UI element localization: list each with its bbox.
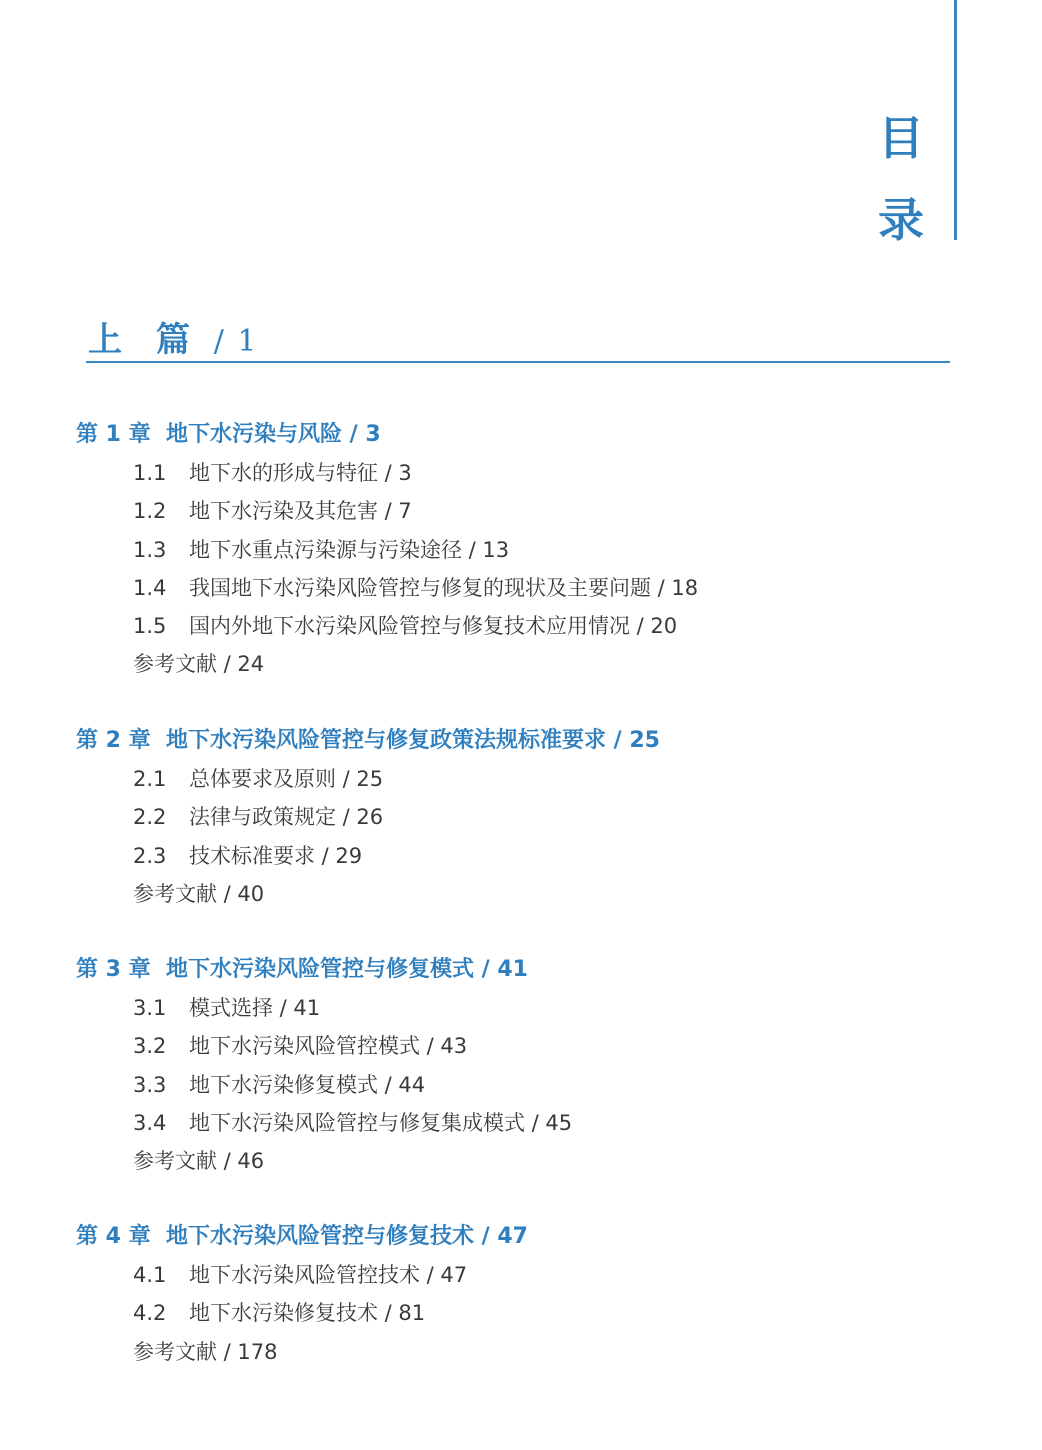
chapter-number: 第 4 章 bbox=[76, 1224, 151, 1249]
section-number: 3.4 bbox=[133, 1110, 167, 1135]
toc-item[interactable] bbox=[133, 841, 362, 871]
toc-item[interactable] bbox=[133, 1260, 467, 1290]
toc-heading-char-1: 目 bbox=[878, 111, 924, 165]
chapter-title: 地下水污染与风险 / 3 bbox=[166, 422, 381, 447]
references-entry[interactable]: 参考文献 / 178 bbox=[133, 1339, 278, 1364]
section-title: 总体要求及原则 / 25 bbox=[189, 767, 384, 792]
section-title: 地下水污染风险管控模式 / 43 bbox=[189, 1034, 468, 1059]
section-number: 3.1 bbox=[133, 996, 167, 1021]
section-number: 1.3 bbox=[133, 537, 167, 562]
part-title-text: 上 篇 bbox=[88, 320, 190, 360]
references-entry[interactable]: 参考文献 / 40 bbox=[133, 881, 265, 906]
toc-item[interactable] bbox=[133, 993, 320, 1023]
toc-item[interactable] bbox=[133, 458, 412, 488]
section-title: 地下水污染修复技术 / 81 bbox=[189, 1301, 426, 1326]
toc-item[interactable] bbox=[133, 764, 383, 794]
toc-item[interactable] bbox=[133, 1070, 425, 1100]
section-title: 法律与政策规定 / 26 bbox=[189, 805, 384, 830]
chapter-number: 第 1 章 bbox=[76, 422, 151, 447]
toc-item[interactable] bbox=[133, 802, 383, 832]
toc-item[interactable] bbox=[133, 496, 412, 526]
section-title: 地下水重点污染源与污染途径 / 13 bbox=[189, 537, 510, 562]
decorative-vertical-line bbox=[954, 0, 957, 240]
part-title bbox=[88, 318, 258, 364]
section-title: 模式选择 / 41 bbox=[189, 996, 321, 1021]
section-number: 1.5 bbox=[133, 614, 167, 638]
toc-item[interactable] bbox=[133, 573, 698, 603]
section-number: 3.3 bbox=[133, 1072, 167, 1097]
chapter-title: 地下水污染风险管控与修复模式 / 41 bbox=[166, 957, 528, 982]
section-number: 1.2 bbox=[133, 499, 167, 524]
toc-item[interactable] bbox=[133, 1108, 572, 1138]
section-number: 2.1 bbox=[133, 767, 167, 792]
chapter-heading[interactable] bbox=[76, 955, 528, 985]
part-page: / 1 bbox=[213, 324, 259, 359]
section-number: 1.1 bbox=[133, 461, 167, 486]
references-entry[interactable]: 参考文献 / 46 bbox=[133, 1149, 265, 1173]
section-number: 2.2 bbox=[133, 805, 167, 830]
chapter-title: 地下水污染风险管控与修复政策法规标准要求 / 25 bbox=[166, 728, 660, 753]
chapter-number: 第 2 章 bbox=[76, 728, 151, 753]
section-title: 国内外地下水污染风险管控与修复技术应用情况 / 20 bbox=[189, 614, 678, 638]
section-title: 技术标准要求 / 29 bbox=[189, 843, 363, 868]
section-title: 地下水的形成与特征 / 3 bbox=[189, 461, 412, 486]
section-number: 3.2 bbox=[133, 1034, 167, 1059]
section-number: 4.2 bbox=[133, 1301, 167, 1326]
section-number: 2.3 bbox=[133, 843, 167, 868]
part-divider bbox=[86, 361, 950, 363]
section-number: 1.4 bbox=[133, 575, 167, 600]
section-title: 地下水污染修复模式 / 44 bbox=[189, 1072, 426, 1097]
toc-item[interactable] bbox=[133, 535, 509, 565]
toc-item[interactable] bbox=[133, 611, 677, 641]
chapter-heading[interactable] bbox=[76, 1222, 528, 1252]
chapter-number: 第 3 章 bbox=[76, 957, 151, 982]
chapter-heading[interactable] bbox=[76, 726, 660, 756]
toc-heading-char-2: 录 bbox=[878, 193, 924, 247]
toc-item[interactable] bbox=[133, 1031, 467, 1061]
section-title: 地下水污染风险管控技术 / 47 bbox=[189, 1263, 468, 1288]
section-title: 我国地下水污染风险管控与修复的现状及主要问题 / 18 bbox=[189, 575, 699, 600]
toc-item[interactable] bbox=[133, 1298, 425, 1328]
section-number: 4.1 bbox=[133, 1263, 167, 1288]
references-entry[interactable]: 参考文献 / 24 bbox=[133, 652, 265, 677]
chapter-title: 地下水污染风险管控与修复技术 / 47 bbox=[166, 1224, 528, 1249]
section-title: 地下水污染风险管控与修复集成模式 / 45 bbox=[189, 1110, 573, 1135]
section-title: 地下水污染及其危害 / 7 bbox=[189, 499, 412, 524]
chapter-heading[interactable] bbox=[76, 420, 381, 450]
